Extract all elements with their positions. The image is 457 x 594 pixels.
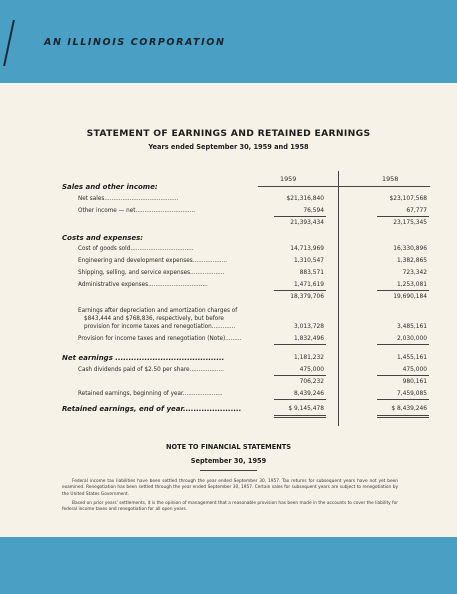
retained-end-1959: $ 9,145,478 — [288, 406, 324, 412]
col-header-1959: 1959 — [280, 175, 297, 183]
net-sales-1958: $23,107,568 — [389, 196, 427, 202]
costs-heading: Costs and expenses: — [62, 234, 144, 242]
retained-rule-1959 — [274, 399, 326, 400]
final-rule-1958-b — [377, 417, 429, 418]
shipping-1959: 883,571 — [299, 270, 324, 276]
final-rule-1959-b — [274, 417, 326, 418]
note-rule — [200, 470, 257, 471]
provision-rule-1959 — [274, 344, 326, 345]
engineering-1959: 1,310,547 — [294, 258, 324, 264]
column-divider — [338, 171, 339, 426]
earnings-before-line3: provision for income taxes and renegotiation............. — [84, 324, 236, 330]
final-rule-1958-a — [377, 415, 429, 416]
provision-rule-1958 — [377, 344, 429, 345]
bottom-band — [0, 537, 457, 594]
shipping-label: Shipping, selling, and service expenses................... — [78, 270, 225, 276]
retained-end-1958: $ 8,439,246 — [391, 406, 427, 412]
costs-sum-rule-1958 — [377, 290, 429, 291]
earnings-before-1958: 3,485,161 — [397, 324, 427, 330]
net-earnings-1959: 1,181,232 — [294, 355, 324, 361]
admin-1958: 1,253,081 — [397, 282, 427, 288]
dividends-rule-1959 — [274, 375, 326, 376]
sales-total-1958: 23,175,345 — [393, 220, 427, 226]
top-band — [0, 0, 457, 83]
earnings-before-line2: $843,444 and $768,836, respectively, but before — [84, 316, 224, 322]
other-income-1959: 76,594 — [303, 208, 324, 214]
dividends-1959: 475,000 — [299, 367, 324, 373]
sales-sum-rule-1958 — [377, 216, 429, 217]
statement-subtitle: Years ended September 30, 1959 and 1958 — [148, 143, 309, 151]
header-rule — [258, 186, 430, 187]
earnings-before-1959: 3,013,728 — [294, 324, 324, 330]
provision-1959: 1,832,496 — [294, 336, 324, 342]
col-header-1958: 1958 — [382, 175, 399, 183]
retained-end-label: Retained earnings, end of year...................... — [62, 405, 242, 413]
costs-total-1959: 18,379,706 — [290, 294, 324, 300]
sales-heading: Sales and other income: — [62, 183, 158, 191]
dividends-rule-1958 — [377, 375, 429, 376]
other-income-label: Other income — net................................. — [78, 208, 196, 214]
net-sales-label: Net sales......................................... — [78, 196, 179, 202]
retained-rule-1958 — [377, 399, 429, 400]
other-income-1958: 67,777 — [406, 208, 427, 214]
costs-total-1958: 19,690,184 — [393, 294, 427, 300]
dividends-label: Cash dividends paid of $2.50 per share................... — [78, 367, 224, 373]
retained-begin-1958: 7,459,085 — [397, 391, 427, 397]
engineering-1958: 1,382,865 — [397, 258, 427, 264]
retained-begin-label: Retained earnings, beginning of year...................... — [78, 391, 223, 397]
cogs-1958: 16,330,896 — [393, 246, 427, 252]
engineering-label: Engineering and development expenses................... — [78, 258, 228, 264]
provision-1958: 2,030,000 — [397, 336, 427, 342]
cogs-label: Cost of goods sold................................... — [78, 246, 194, 252]
net-sales-1959: $21,316,840 — [286, 196, 324, 202]
retained-begin-1959: 8,439,246 — [294, 391, 324, 397]
corporation-label: AN ILLINOIS CORPORATION — [44, 37, 226, 48]
note-title: NOTE TO FINANCIAL STATEMENTS — [166, 443, 291, 451]
shipping-1958: 723,342 — [402, 270, 427, 276]
costs-sum-rule-1959 — [274, 290, 326, 291]
subtotal-1958: 980,161 — [402, 379, 427, 385]
slash-mark — [3, 20, 15, 66]
admin-1959: 1,471,619 — [294, 282, 324, 288]
note-subtitle: September 30, 1959 — [190, 457, 267, 465]
earnings-before-line1: Earnings after depreciation and amortization charges of — [78, 308, 238, 314]
statement-title: STATEMENT OF EARNINGS AND RETAINED EARNINGS — [86, 128, 371, 139]
net-earnings-1958: 1,455,161 — [397, 355, 427, 361]
net-earnings-label: Net earnings ......................................... — [62, 354, 225, 362]
subtotal-1959: 706,232 — [299, 379, 324, 385]
final-rule-1959-a — [274, 415, 326, 416]
provision-label: Provision for income taxes and renegotiation (Note)......... — [78, 336, 242, 342]
cogs-1959: 14,713,969 — [290, 246, 324, 252]
note-paragraph-2: Based on prior years' settlements, it is the opinion of management that a reasonable provision has been made in the accounts to cover the liability for federal income taxes and renegotiation for all open years. — [62, 501, 398, 513]
dividends-1958: 475,000 — [402, 367, 427, 373]
sales-sum-rule-1959 — [274, 216, 326, 217]
note-paragraph-1: Federal income tax liabilities have been settled through the year ended September 30, 1957. Tax returns for subsequent years have not yet been examined. Renegotiation has been settled through the year ended September 30, 1957. Certain sales for subsequent years are subject to renegotiation by the United States Government. — [62, 479, 398, 497]
sales-total-1959: 21,393,434 — [290, 220, 324, 226]
admin-label: Administrative expenses................................. — [78, 282, 208, 288]
statement-page — [0, 83, 457, 537]
